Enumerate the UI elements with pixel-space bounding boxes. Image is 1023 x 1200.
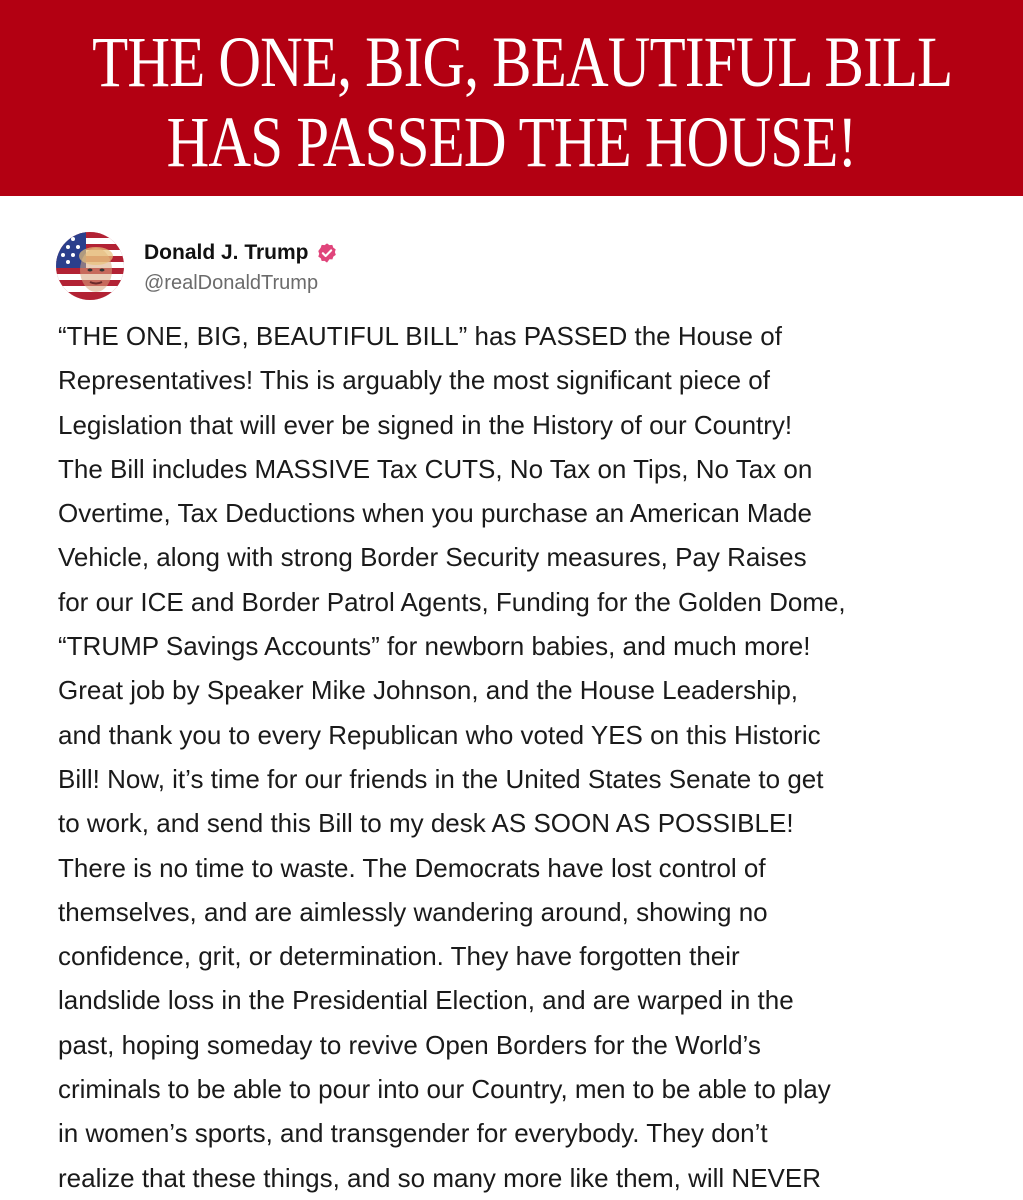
post-line: “TRUMP Savings Accounts” for newborn babies, and much more! bbox=[58, 631, 811, 662]
post-line: Great job by Speaker Mike Johnson, and the House Leadership, bbox=[58, 675, 799, 706]
author-display-name[interactable]: Donald J. Trump bbox=[144, 241, 309, 264]
avatar[interactable] bbox=[56, 232, 124, 300]
author-handle[interactable]: @realDonaldTrump bbox=[144, 272, 319, 294]
post-card bbox=[0, 196, 1023, 1200]
post-line: in women’s sports, and transgender for everybody. They don’t bbox=[58, 1118, 768, 1149]
post-line: Representatives! This is arguably the most significant piece of bbox=[58, 365, 770, 396]
post-line: The Bill includes MASSIVE Tax CUTS, No Tax on Tips, No Tax on bbox=[58, 453, 813, 484]
post-line: “THE ONE, BIG, BEAUTIFUL BILL” has PASSED the House of bbox=[58, 321, 782, 351]
post-line: criminals to be able to pour into our Country, men to be able to play bbox=[58, 1074, 831, 1105]
post-line: There is no time to waste. The Democrats have lost control of bbox=[58, 852, 766, 883]
post-line: landslide loss in the Presidential Election, and are warped in the bbox=[58, 985, 794, 1016]
author-name-row bbox=[144, 238, 338, 268]
headline-line-2: HAS PASSED THE HOUSE! bbox=[166, 102, 857, 182]
post-line: confidence, grit, or determination. They have forgotten their bbox=[58, 941, 740, 972]
headline-line-1: THE ONE, BIG, BEAUTIFUL BILL bbox=[92, 22, 953, 102]
post-line: Vehicle, along with strong Border Security measures, Pay Raises bbox=[58, 542, 807, 573]
avatar-flag-icon bbox=[56, 232, 124, 300]
post-line: to work, and send this Bill to my desk AS SOON AS POSSIBLE! bbox=[58, 808, 794, 839]
post-line: Legislation that will ever be signed in the History of our Country! bbox=[58, 409, 793, 440]
post-line: Bill! Now, it’s time for our friends in the United States Senate to get bbox=[58, 763, 824, 794]
post-line: Overtime, Tax Deductions when you purchase an American Made bbox=[58, 498, 812, 529]
headline-banner bbox=[0, 0, 1023, 196]
post-body bbox=[58, 314, 1008, 1200]
post-line: and thank you to every Republican who voted YES on this Historic bbox=[58, 719, 821, 750]
post-line: themselves, and are aimlessly wandering around, showing no bbox=[58, 896, 768, 927]
verified-badge-icon bbox=[316, 242, 338, 264]
post-line: past, hoping someday to revive Open Borders for the World’s bbox=[58, 1029, 761, 1060]
post-line: for our ICE and Border Patrol Agents, Funding for the Golden Dome, bbox=[58, 586, 846, 617]
post-line: realize that these things, and so many more like them, will NEVER bbox=[58, 1162, 822, 1193]
post-author bbox=[56, 232, 656, 302]
